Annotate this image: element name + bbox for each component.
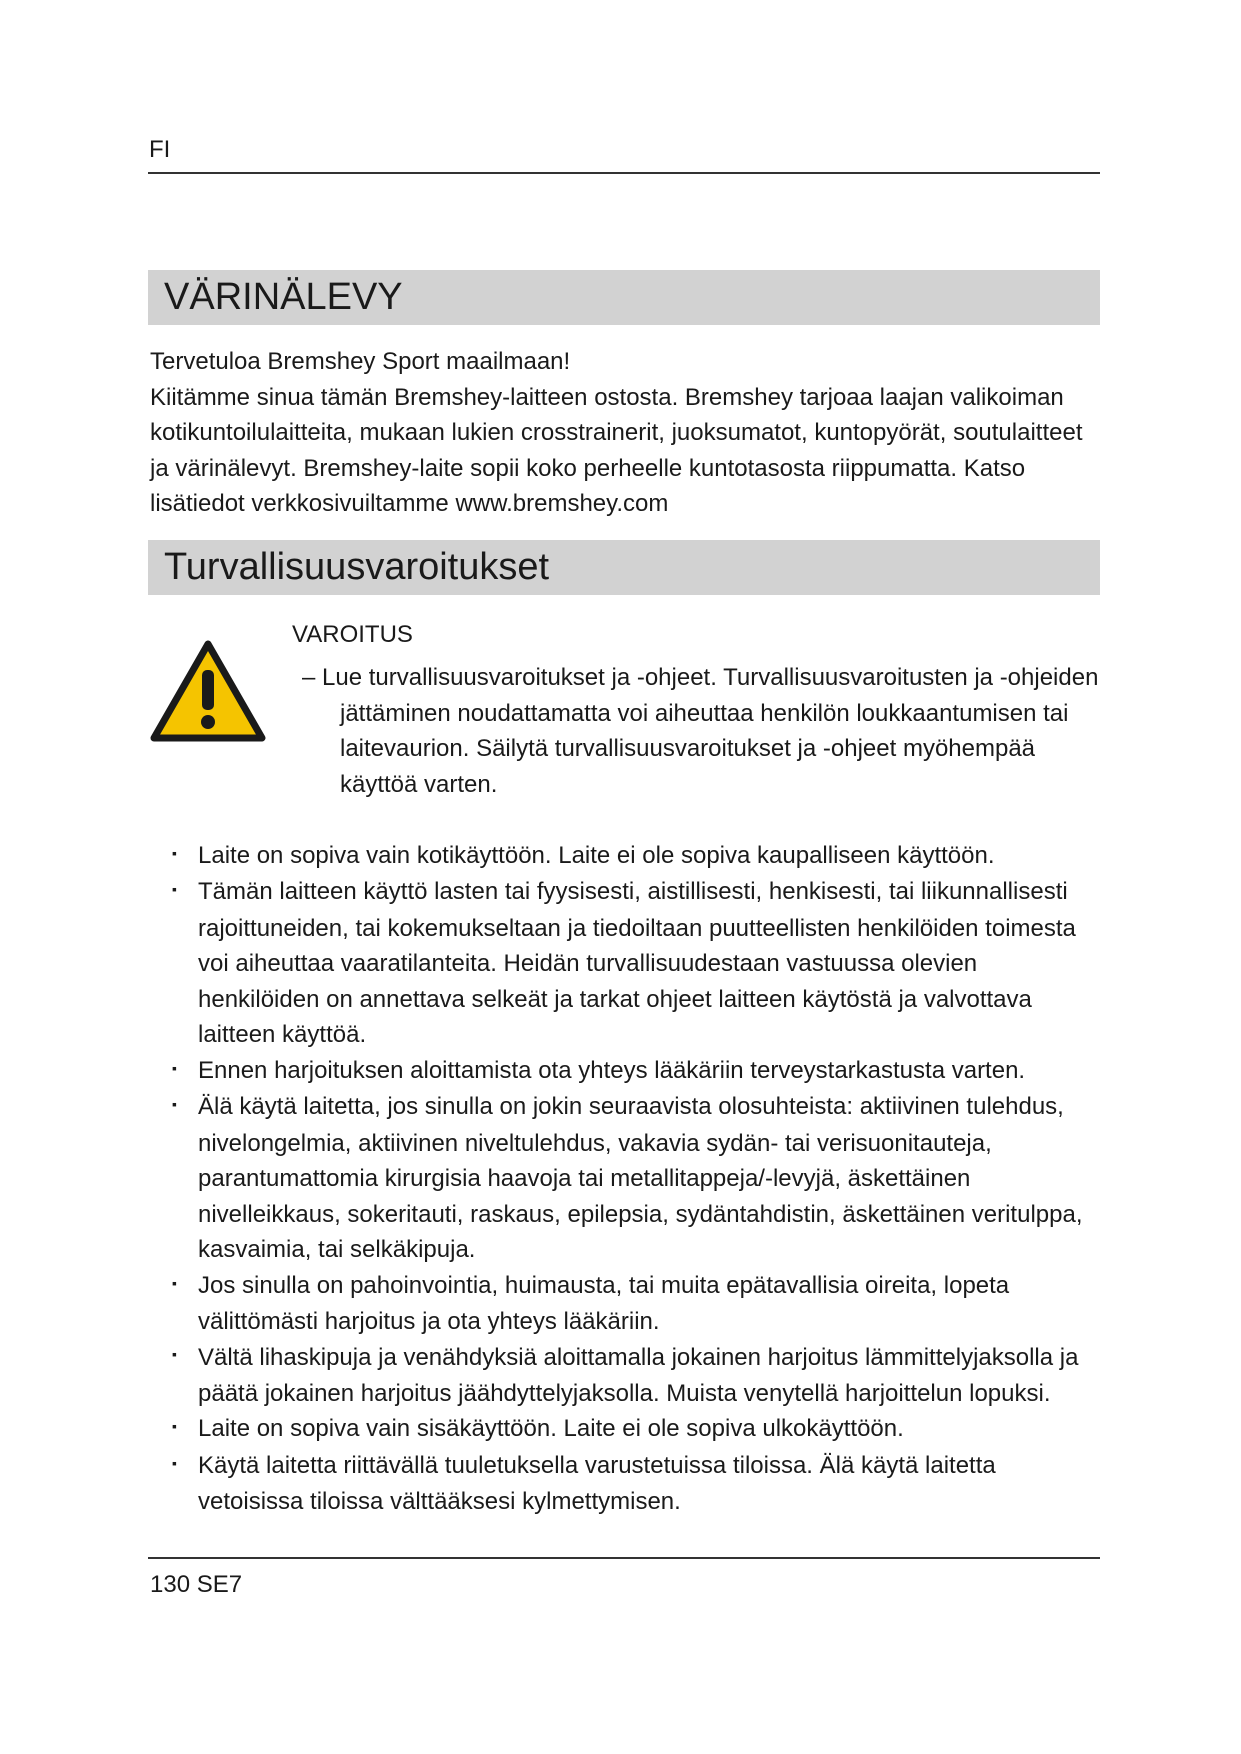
- list-item-text: Älä käytä laitetta, jos sinulla on jokin seuraavista olosuhteista: aktiivinen tulehdus, nivelongelmia, aktiivinen niveltulehdus, vakavia sydän- tai verisuonitauteja, parantumattomia kirurgisia haavoja tai metallitappeja/-levyjä, äskettäinen nivelleikkaus, sokeritauti, raskaus, epilepsia, sydäntahdistin, äskettäinen veritulppa, kasvaimia, tai selkäkipuja.: [198, 1093, 1083, 1264]
- list-item-text: Vältä lihaskipuja ja venähdyksiä aloittamalla jokainen harjoitus lämmittelyjaksolla ja päätä jokainen harjoitus jäähdyttelyjaksolla. Muista venytellä harjoittelun lopuksi.: [198, 1343, 1079, 1407]
- page-number: 130 SE7: [150, 1571, 243, 1598]
- bullet-icon: ▪: [172, 1418, 177, 1435]
- list-item: [150, 874, 1090, 1052]
- intro-greeting: Tervetuloa Bremshey Sport maailmaan!: [150, 348, 571, 375]
- list-item-text: Laite on sopiva vain sisäkäyttöön. Laite ei ole sopiva ulkokäyttöön.: [198, 1415, 904, 1443]
- bullet-icon: ▪: [172, 1274, 177, 1291]
- list-item: [150, 1268, 1090, 1340]
- bullet-icon: ▪: [172, 881, 177, 898]
- bullet-icon: ▪: [172, 1059, 177, 1076]
- list-item: [150, 1089, 1090, 1267]
- language-code: FI: [149, 136, 171, 163]
- bullet-icon: ▪: [172, 844, 177, 861]
- safety-heading: Turvallisuusvaroitukset: [148, 540, 1100, 595]
- list-item: [150, 1411, 1090, 1447]
- warning-title: VAROITUS: [292, 621, 413, 648]
- list-item-text: Laite on sopiva vain kotikäyttöön. Laite ei ole sopiva kaupalliseen käyttöön.: [198, 842, 995, 869]
- bullet-icon: ▪: [172, 1096, 177, 1113]
- list-item-text: Jos sinulla on pahoinvointia, huimausta, tai muita epätavallisia oireita, lopeta välittömästi harjoitus ja ota yhteys lääkäriin.: [198, 1271, 1010, 1336]
- list-item-text: Käytä laitetta riittävällä tuuletuksella varustetuissa tiloissa. Älä käytä laitetta vetoisissa tiloissa välttääksesi kylmettymisen.: [198, 1451, 996, 1516]
- list-item: [150, 838, 1090, 874]
- list-item: [150, 1448, 1090, 1520]
- intro-section: [150, 344, 1090, 522]
- list-item-text: Tämän laitteen käyttö lasten tai fyysisesti, aistillisesti, henkisesti, tai liikunnallisesti rajoittuneiden, tai kokemukseltaan ja tiedoiltaan puutteellisten henkilöiden toimesta voi aiheuttaa vaaratilanteita. Heidän turvallisuudestaan vastuussa olevien henkilöiden on annettava selkeät ja tarkat ohjeet laitteen käytöstä ja valvottava laitteen käyttöä.: [198, 878, 1076, 1049]
- footer-divider: [148, 1557, 1100, 1559]
- list-item: [150, 1053, 1090, 1089]
- intro-paragraph: Kiitämme sinua tämän Bremshey-laitteen ostosta. Bremshey tarjoaa laajan valikoiman kotikuntoilulaitteita, mukaan lukien crosstrainerit, juoksumatot, kuntopyörät, soutulaitteet ja värinälevyt. Bremshey-laite sopii koko perheelle kuntotasosta riippumatta. Katso lisätiedot verkkosivuiltamme www.bremshey.com: [150, 383, 1083, 517]
- warning-triangle-icon: [150, 640, 266, 744]
- header-divider: [148, 172, 1100, 174]
- bullet-icon: ▪: [172, 1346, 177, 1363]
- list-item: [150, 1340, 1090, 1412]
- safety-list: [150, 838, 1090, 1520]
- list-item-text: Ennen harjoituksen aloittamista ota yhteys lääkäriin terveystarkastusta varten.: [198, 1056, 1026, 1084]
- bullet-icon: ▪: [172, 1454, 177, 1471]
- page-title: VÄRINÄLEVY: [148, 270, 1100, 325]
- warning-text: – Lue turvallisuusvaroitukset ja -ohjeet. Turvallisuusvaroitusten ja -ohjeiden jättäminen noudattamatta voi aiheuttaa henkilön loukkaantumisen tai laitevaurion. Säilytä turvallisuusvaroitukset ja -ohjeet myöhempää käyttöä varten.: [302, 664, 1099, 798]
